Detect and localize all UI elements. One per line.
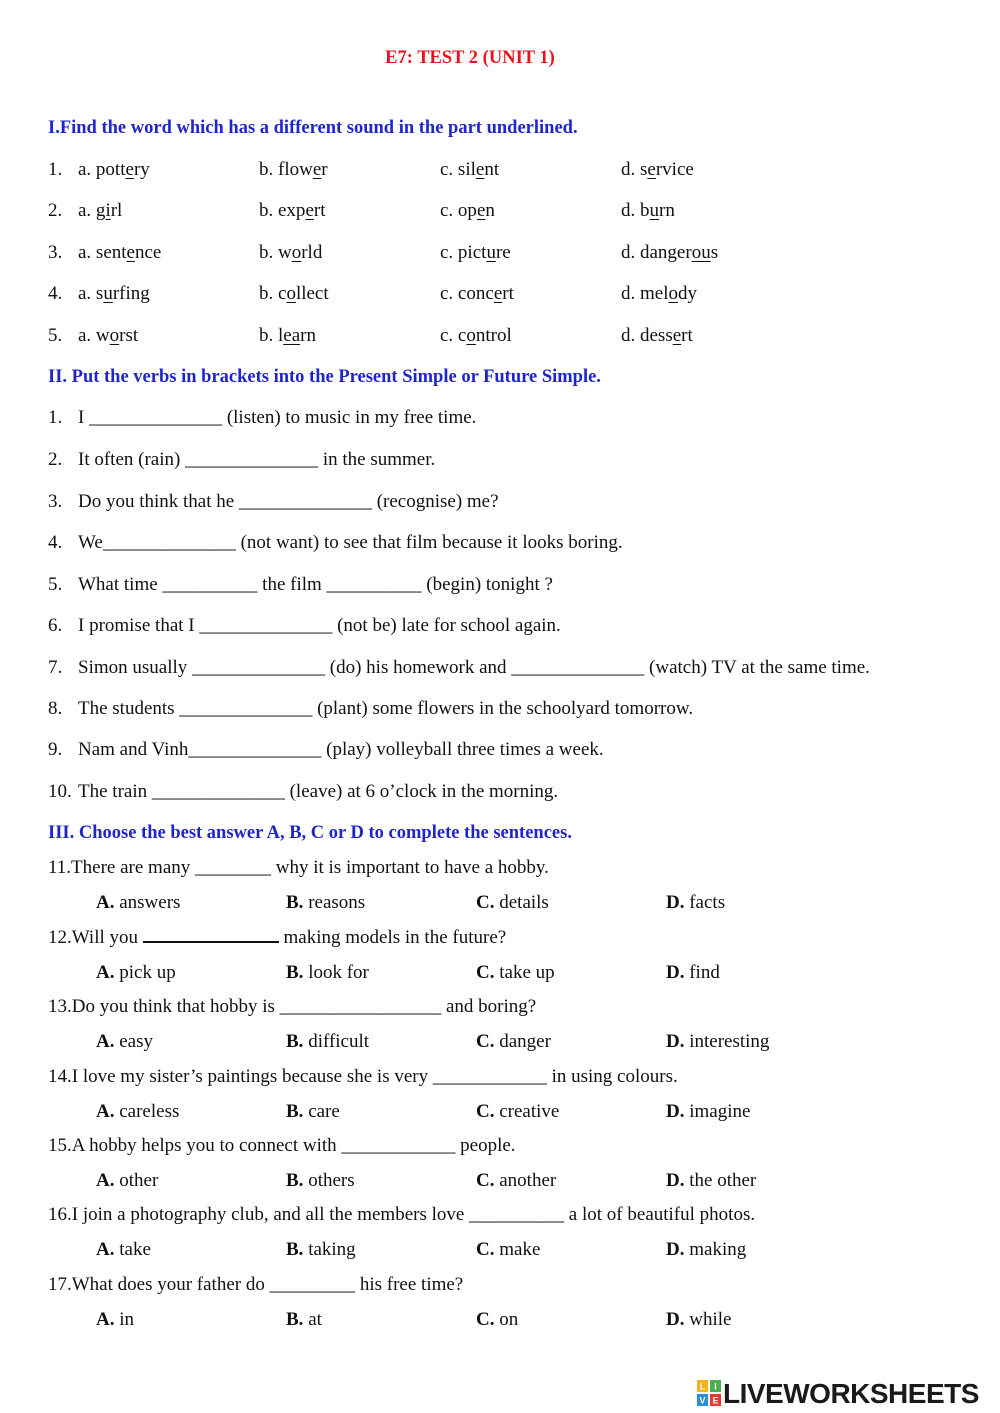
word-option	[259, 281, 329, 307]
underlined-sound: ou	[691, 242, 711, 263]
option-text: on	[499, 1309, 519, 1330]
word-part: c. c	[440, 325, 467, 346]
word-part: a. pott	[78, 159, 126, 180]
option-text: at	[308, 1309, 322, 1330]
word-option	[440, 198, 495, 224]
answer-option[interactable]	[476, 890, 549, 916]
section-2-heading: II. Put the verbs in brackets into the Present Simple or Future Simple.	[48, 367, 601, 387]
option-letter: C.	[476, 1101, 495, 1122]
word-option	[78, 157, 150, 183]
question-text: Do you think that he ______________ (recognise) me?	[78, 491, 499, 512]
question-number: 5.	[48, 325, 63, 346]
word-part: d. danger	[621, 242, 692, 263]
answer-option[interactable]	[96, 890, 180, 916]
word-option	[621, 323, 693, 349]
word-part: rfing	[112, 283, 150, 304]
word-part: c. op	[440, 200, 477, 221]
answer-option[interactable]	[96, 1307, 134, 1333]
question-number: 10.	[48, 781, 72, 802]
word-part: c. conc	[440, 283, 494, 304]
question-text: 14.I love my sister’s paintings because she is very ____________ in using colours.	[48, 1066, 678, 1087]
option-text: while	[689, 1309, 732, 1330]
word-option	[78, 323, 138, 349]
option-letter: B.	[286, 1170, 304, 1191]
option-text: another	[499, 1170, 557, 1191]
word-part: rl	[110, 200, 123, 221]
underlined-sound: e	[305, 200, 314, 221]
word-part: b. l	[259, 325, 284, 346]
question-text: The train ______________ (leave) at 6 o’clock in the morning.	[78, 781, 559, 802]
word-part: a. sent	[78, 242, 127, 263]
answer-option[interactable]	[286, 1029, 369, 1055]
question-text: What time __________ the film __________ (begin) tonight ?	[78, 574, 553, 595]
question-text: I promise that I ______________ (not be) late for school again.	[78, 615, 561, 636]
option-text: making	[689, 1239, 747, 1260]
option-letter: D.	[666, 1031, 685, 1052]
question-number: 3.	[48, 242, 63, 263]
option-text: others	[308, 1170, 355, 1191]
word-part: b. exp	[259, 200, 306, 221]
option-letter: D.	[666, 1101, 685, 1122]
word-option	[621, 198, 675, 224]
logo-letter-l: L	[699, 1381, 706, 1392]
option-letter: A.	[96, 892, 115, 913]
answer-option[interactable]	[666, 1029, 769, 1055]
answer-option[interactable]	[666, 1237, 746, 1263]
word-part: d. dess	[621, 325, 673, 346]
liveworksheets-brand: LIVEWORKSHEETS	[723, 1378, 979, 1409]
word-part: dy	[678, 283, 697, 304]
word-part: ntrol	[475, 325, 512, 346]
word-part: rvice	[655, 159, 694, 180]
logo-letter-e: E	[712, 1395, 719, 1406]
section-1-heading: I.Find the word which has a different sound in the part underlined.	[48, 118, 578, 138]
question-number: 4.	[48, 532, 63, 553]
option-letter: B.	[286, 1239, 304, 1260]
word-part: d. mel	[621, 283, 669, 304]
option-text: interesting	[689, 1031, 770, 1052]
option-letter: B.	[286, 1309, 304, 1330]
question-text: We______________ (not want) to see that film because it looks boring.	[78, 532, 623, 553]
option-letter: D.	[666, 892, 685, 913]
question-number: 4.	[48, 283, 63, 304]
answer-option[interactable]	[286, 1307, 322, 1333]
word-part: ry	[133, 159, 150, 180]
underlined-sound: e	[126, 242, 135, 263]
option-text: take up	[499, 962, 555, 983]
option-text: careless	[119, 1101, 180, 1122]
answer-option[interactable]	[96, 1168, 158, 1194]
answer-option[interactable]	[96, 1099, 179, 1125]
word-part: b. c	[259, 283, 287, 304]
answer-option[interactable]	[666, 1099, 750, 1125]
question-text: 17.What does your father do _________ his free time?	[48, 1274, 464, 1295]
question-text: I ______________ (listen) to music in my free time.	[78, 407, 477, 428]
word-part: d. s	[621, 159, 648, 180]
option-letter: A.	[96, 1239, 115, 1260]
word-part: rn	[300, 325, 316, 346]
underlined-sound: o	[291, 242, 302, 263]
option-letter: B.	[286, 1101, 304, 1122]
answer-option[interactable]	[476, 1029, 551, 1055]
answer-option[interactable]	[666, 960, 720, 986]
word-part: rt	[502, 283, 514, 304]
word-part: r	[321, 159, 328, 180]
option-text: reasons	[308, 892, 366, 913]
option-text: look for	[308, 962, 369, 983]
word-part: d. b	[621, 200, 650, 221]
question-text-start: 12.Will you	[48, 927, 143, 948]
underlined-sound: i	[105, 200, 111, 221]
answer-blank	[143, 925, 279, 943]
word-part: s	[710, 242, 719, 263]
word-part: n	[485, 200, 495, 221]
underlined-sound: e	[647, 159, 656, 180]
option-letter: C.	[476, 1031, 495, 1052]
question-text: Nam and Vinh______________ (play) volleyball three times a week.	[78, 739, 604, 760]
underlined-sound: o	[668, 283, 678, 304]
question-text-end: making models in the future?	[278, 927, 507, 948]
question-number: 2.	[48, 449, 63, 470]
word-option	[440, 157, 499, 183]
option-text: taking	[308, 1239, 356, 1260]
answer-option[interactable]	[96, 1237, 151, 1263]
option-text: in	[119, 1309, 135, 1330]
word-part: b. flow	[259, 159, 313, 180]
option-text: difficult	[308, 1031, 370, 1052]
word-part: c. pict	[440, 242, 487, 263]
option-letter: C.	[476, 1309, 495, 1330]
option-text: pick up	[119, 962, 176, 983]
word-option	[621, 281, 697, 307]
question-text: The students ______________ (plant) some flowers in the schoolyard tomorrow.	[78, 698, 694, 719]
underlined-sound: o	[286, 283, 296, 304]
answer-option[interactable]	[286, 1168, 355, 1194]
option-text: find	[689, 962, 720, 983]
word-part: a. w	[78, 325, 110, 346]
answer-option[interactable]	[476, 1168, 556, 1194]
word-part: nt	[484, 159, 500, 180]
option-text: answers	[119, 892, 181, 913]
word-option	[440, 240, 511, 266]
option-text: facts	[689, 892, 726, 913]
word-part: rst	[119, 325, 139, 346]
underlined-sound: e	[475, 159, 485, 180]
word-part: c. sil	[440, 159, 476, 180]
option-letter: A.	[96, 1170, 115, 1191]
word-option	[259, 323, 316, 349]
question-number: 7.	[48, 657, 63, 678]
answer-option[interactable]	[476, 1237, 540, 1263]
question-text: 11.There are many ________ why it is important to have a hobby.	[48, 857, 549, 878]
option-text: easy	[119, 1031, 153, 1052]
answer-option[interactable]	[286, 1237, 356, 1263]
option-letter: A.	[96, 962, 115, 983]
question-number: 1.	[48, 159, 63, 180]
underlined-sound: u	[649, 200, 659, 221]
page-title: E7: TEST 2 (UNIT 1)	[385, 48, 555, 68]
option-text: details	[499, 892, 549, 913]
word-option	[78, 281, 150, 307]
answer-option[interactable]	[476, 1307, 518, 1333]
logo-letter-v: V	[699, 1395, 706, 1406]
word-part: a. s	[78, 283, 104, 304]
word-part: rt	[681, 325, 693, 346]
word-option	[259, 157, 328, 183]
answer-option[interactable]	[286, 960, 369, 986]
option-letter: B.	[286, 892, 304, 913]
word-option	[440, 323, 512, 349]
underlined-sound: o	[109, 325, 120, 346]
answer-option[interactable]	[96, 960, 176, 986]
option-letter: C.	[476, 962, 495, 983]
question-number: 1.	[48, 407, 63, 428]
option-letter: B.	[286, 962, 304, 983]
question-number: 2.	[48, 200, 63, 221]
option-text: creative	[499, 1101, 560, 1122]
option-text: the other	[689, 1170, 757, 1191]
underlined-sound: e	[672, 325, 682, 346]
logo-letter-i: I	[714, 1381, 717, 1392]
option-letter: D.	[666, 1170, 685, 1191]
option-text: take	[119, 1239, 151, 1260]
liveworksheets-logo-icon	[697, 1380, 721, 1406]
word-part: rld	[301, 242, 323, 263]
answer-option[interactable]	[666, 1307, 731, 1333]
question-text	[48, 925, 506, 951]
word-part: llect	[295, 283, 329, 304]
section-3-heading: III. Choose the best answer A, B, C or D to complete the sentences.	[48, 823, 572, 843]
word-part: rn	[659, 200, 675, 221]
answer-option[interactable]	[476, 1099, 559, 1125]
option-text: make	[499, 1239, 541, 1260]
word-option	[621, 240, 718, 266]
underlined-sound: o	[466, 325, 476, 346]
word-option	[259, 198, 325, 224]
word-option	[259, 240, 322, 266]
answer-option[interactable]	[96, 1029, 153, 1055]
word-option	[621, 157, 694, 183]
answer-option[interactable]	[666, 890, 725, 916]
underlined-sound: e	[312, 159, 322, 180]
underlined-sound: e	[476, 200, 486, 221]
question-text: 16.I join a photography club, and all the members love __________ a lot of beautiful photos.	[48, 1204, 756, 1225]
word-part: b. w	[259, 242, 292, 263]
option-letter: C.	[476, 1170, 495, 1191]
word-part: a. g	[78, 200, 106, 221]
question-number: 5.	[48, 574, 63, 595]
word-part: nce	[134, 242, 162, 263]
underlined-sound: e	[125, 159, 134, 180]
word-option	[440, 281, 514, 307]
underlined-sound: u	[103, 283, 113, 304]
option-letter: A.	[96, 1031, 115, 1052]
underlined-sound: u	[486, 242, 496, 263]
answer-option[interactable]	[286, 890, 365, 916]
question-text: Simon usually ______________ (do) his homework and ______________ (watch) TV at the same time.	[78, 657, 870, 678]
question-number: 3.	[48, 491, 63, 512]
option-letter: D.	[666, 962, 685, 983]
option-letter: D.	[666, 1239, 685, 1260]
answer-option[interactable]	[286, 1099, 340, 1125]
question-text: It often (rain) ______________ in the summer.	[78, 449, 436, 470]
answer-option[interactable]	[666, 1168, 756, 1194]
question-number: 9.	[48, 739, 63, 760]
word-option	[78, 240, 161, 266]
option-letter: D.	[666, 1309, 685, 1330]
question-text: 13.Do you think that hobby is _________________ and boring?	[48, 996, 537, 1017]
word-part: rt	[313, 200, 326, 221]
option-text: danger	[499, 1031, 551, 1052]
question-number: 8.	[48, 698, 63, 719]
option-letter: A.	[96, 1309, 115, 1330]
underlined-sound: ea	[283, 325, 301, 346]
option-letter: C.	[476, 892, 495, 913]
question-number: 6.	[48, 615, 63, 636]
option-letter: C.	[476, 1239, 495, 1260]
answer-option[interactable]	[476, 960, 555, 986]
option-text: other	[119, 1170, 159, 1191]
word-part: re	[495, 242, 511, 263]
question-text: 15.A hobby helps you to connect with ____________ people.	[48, 1135, 516, 1156]
option-text: care	[308, 1101, 340, 1122]
option-text: imagine	[689, 1101, 751, 1122]
underlined-sound: e	[493, 283, 503, 304]
option-letter: B.	[286, 1031, 304, 1052]
word-option	[78, 198, 122, 224]
option-letter: A.	[96, 1101, 115, 1122]
